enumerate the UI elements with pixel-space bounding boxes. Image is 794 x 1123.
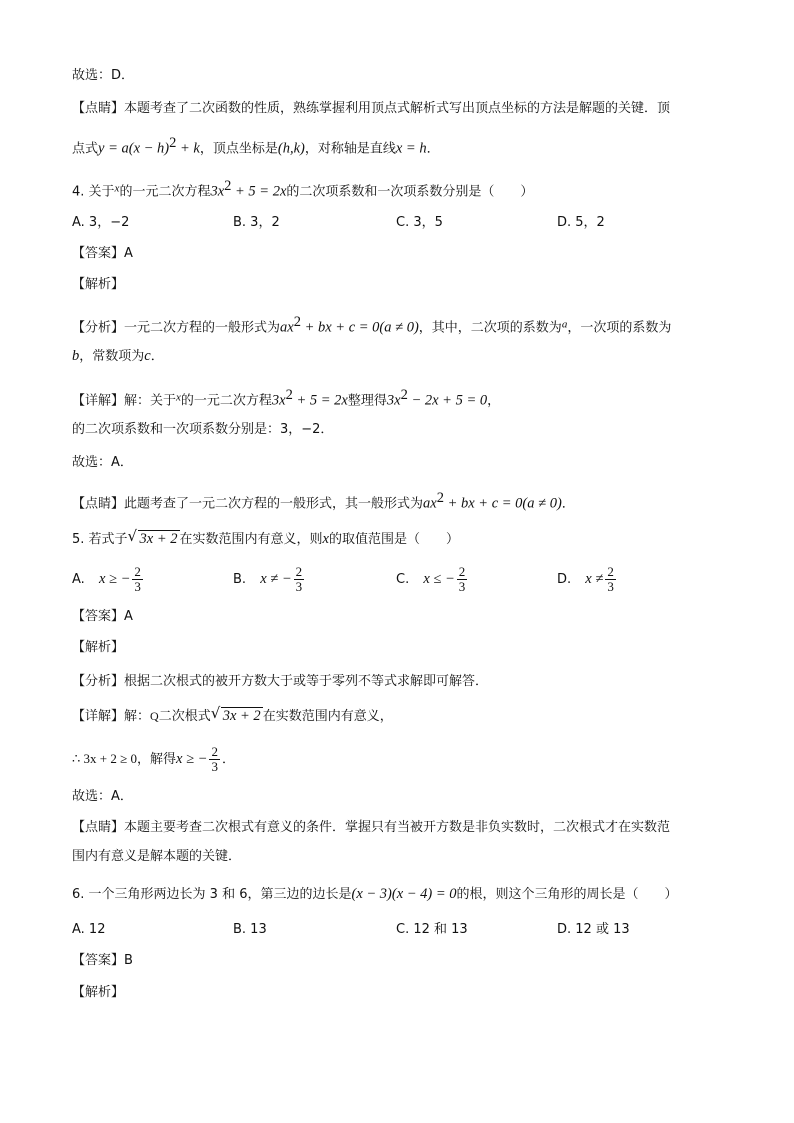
question-6 xyxy=(72,885,678,904)
text: 整理得 xyxy=(347,393,387,409)
q5-comment xyxy=(72,819,670,837)
denominator: 3 xyxy=(295,579,303,594)
superscript: 2 xyxy=(293,314,301,330)
q4-analysis-line2 xyxy=(72,347,164,366)
formula: (x − 3)(x − 4) = 0 xyxy=(351,886,457,902)
fraction xyxy=(294,565,305,594)
text: 二次根式 xyxy=(158,709,211,724)
q4-choice xyxy=(72,454,133,472)
q5-option-d xyxy=(557,565,618,594)
text: 【分析】根据二次根式的被开方数大于或等于零列不等式求解即可解答． xyxy=(72,674,489,689)
q5-detail-line2 xyxy=(72,745,235,774)
fraction xyxy=(457,565,468,594)
text: D. xyxy=(557,572,572,587)
q6-option-d: D. 12 或 13 xyxy=(557,922,630,937)
comment-text: 【点睛】本题考查了二次函数的性质，熟练掌握利用顶点式解析式写出顶点坐标的方法是解题的关键．顶 xyxy=(72,101,671,116)
text: ． xyxy=(561,496,575,512)
text: 【分析】一元二次方程的一般形式为 xyxy=(72,320,281,336)
fraction xyxy=(605,565,616,594)
formula: a xyxy=(561,318,568,331)
formula: ax xyxy=(423,495,437,512)
text: ． xyxy=(221,752,235,767)
formula: (h,k) xyxy=(277,140,305,157)
formula: + k xyxy=(176,140,200,157)
q5-choice xyxy=(72,788,133,806)
radical-sign: √ xyxy=(127,527,138,545)
text: 的二次项系数和一次项系数分别是（ ） xyxy=(286,184,534,200)
numerator: 2 xyxy=(458,564,466,579)
text: ，对称轴是直线 xyxy=(304,141,396,157)
text: 6. 一个三角形两边长为 3 和 6，第三边的边长是 xyxy=(72,887,352,902)
text: C. xyxy=(396,572,410,587)
q4-option-b: B. 3，2 xyxy=(233,215,280,230)
q4-analysis xyxy=(72,313,671,337)
superscript: 2 xyxy=(224,178,232,194)
formula: x xyxy=(176,391,181,404)
text: 【解析】 xyxy=(72,277,125,292)
q6-option-b: B. 13 xyxy=(233,922,267,937)
text: 的一元二次方程 xyxy=(180,393,272,409)
denominator: 3 xyxy=(607,579,614,594)
text: ． xyxy=(426,141,440,157)
question-5 xyxy=(72,527,459,549)
text: 【答案】B xyxy=(72,953,133,968)
superscript: 2 xyxy=(400,387,408,403)
text: 4. 关于 xyxy=(72,184,115,200)
denominator: 3 xyxy=(458,579,466,594)
text: 【答案】A xyxy=(72,246,133,261)
text: 【解析】 xyxy=(72,640,125,655)
q5-analysis xyxy=(72,673,488,691)
formula: 3x + 2 xyxy=(222,708,261,724)
text: 故选：A． xyxy=(72,455,133,470)
formula: + bx + c = 0(a ≠ 0) xyxy=(443,495,562,512)
text: ，顶点坐标是 xyxy=(199,141,278,157)
q5-analysis-label xyxy=(72,639,124,657)
text: 的一元二次方程 xyxy=(119,184,211,200)
formula: 3x xyxy=(271,392,286,409)
superscript: 2 xyxy=(169,135,177,151)
formula: − 2x + 5 = 0 xyxy=(407,392,488,409)
radical-sign: √ xyxy=(210,704,221,722)
comment-paragraph-prev xyxy=(72,100,670,118)
text: 【答案】A xyxy=(72,609,133,624)
numerator: 2 xyxy=(134,564,141,579)
q5-answer xyxy=(72,608,133,626)
text: 的取值范围是（ ） xyxy=(328,532,459,547)
q5-comment-line2 xyxy=(72,848,241,866)
text: 【详解】解： xyxy=(72,709,151,724)
q4-answer xyxy=(72,245,133,263)
q4-analysis-label xyxy=(72,276,124,294)
fraction xyxy=(132,565,143,594)
q6-analysis-label xyxy=(72,984,124,1002)
formula: x ≠ − xyxy=(260,571,292,587)
text: 在实数范围内有意义， xyxy=(262,709,393,724)
sqrt-expression xyxy=(210,704,263,726)
formula: ax xyxy=(280,319,294,336)
text: 的二次项系数和一次项系数分别是：3，−2． xyxy=(72,422,334,437)
numerator: 2 xyxy=(607,564,614,579)
q4-comment xyxy=(72,489,575,513)
superscript: 2 xyxy=(285,387,293,403)
text: ，常数项为 xyxy=(79,349,145,364)
text: ，解得 xyxy=(137,752,177,767)
q4-option-d: D. 5，2 xyxy=(557,215,605,230)
text: 故选：A． xyxy=(72,789,133,804)
formula: x xyxy=(322,531,329,547)
text: 点式 xyxy=(72,141,99,157)
numerator: 2 xyxy=(295,564,303,579)
fraction xyxy=(209,745,220,774)
text: 【点睛】此题考查了一元二次方程的一般形式，其一般形式为 xyxy=(72,496,424,512)
formula: + 5 = 2x xyxy=(292,392,348,409)
denominator: 3 xyxy=(211,759,218,774)
formula: + bx + c = 0(a ≠ 0) xyxy=(300,319,419,336)
text: ， xyxy=(487,393,501,409)
q6-option-c: C. 12 和 13 xyxy=(396,922,468,937)
q4-option-c: C. 3，5 xyxy=(396,215,443,230)
formula: ∴ 3x + 2 ≥ 0 xyxy=(72,751,137,766)
formula: c xyxy=(144,348,151,364)
formula: x ≠ xyxy=(585,571,604,587)
because-symbol: Q xyxy=(150,709,159,723)
formula: x ≥ − xyxy=(176,751,208,767)
text: 5. 若式子 xyxy=(72,532,128,547)
superscript: 2 xyxy=(436,490,444,506)
text: 在实数范围内有意义，则 xyxy=(179,532,323,547)
q5-option-a xyxy=(72,565,145,594)
q6-option-a: A. 12 xyxy=(72,922,106,937)
text: ，一次项的系数为 xyxy=(567,320,672,336)
text: ，其中，二次项的系数为 xyxy=(418,320,562,336)
choice-text: 故选：D． xyxy=(72,68,135,83)
q6-answer xyxy=(72,952,133,970)
formula: x = h xyxy=(395,140,427,157)
text: 【详解】解：关于 xyxy=(72,393,177,409)
text: B. xyxy=(233,572,247,587)
question-4 xyxy=(72,177,533,201)
numerator: 2 xyxy=(211,744,218,759)
formula: + 5 = 2x xyxy=(231,183,287,200)
q4-option-a: A. 3，−2 xyxy=(72,215,130,230)
q5-detail xyxy=(72,704,393,726)
denominator: 3 xyxy=(134,579,141,594)
formula: 3x xyxy=(210,183,225,200)
q5-option-c xyxy=(396,565,469,594)
sqrt-expression xyxy=(127,527,180,549)
formula: x ≥ − xyxy=(98,571,131,587)
text: A. xyxy=(72,572,85,587)
formula: x ≤ − xyxy=(423,571,455,587)
text: 【点睛】本题主要考查二次根式有意义的条件．掌握只有当被开方数是非负实数时，二次根式才在实数范 xyxy=(72,820,671,835)
formula: 3x + 2 xyxy=(139,531,178,547)
text: 围内有意义是解本题的关键． xyxy=(72,849,242,864)
comment-paragraph-prev-line2 xyxy=(72,134,440,158)
q4-detail-line2 xyxy=(72,421,333,439)
q4-detail xyxy=(72,386,500,410)
q5-option-b xyxy=(233,565,306,594)
answer-choice-prev xyxy=(72,67,134,85)
text: 【解析】 xyxy=(72,985,125,1000)
formula: y = a(x − h) xyxy=(98,140,170,157)
text: 的根，则这个三角形的周长是（ ） xyxy=(456,887,678,902)
text: ． xyxy=(150,349,164,364)
formula: 3x xyxy=(386,392,401,409)
formula: b xyxy=(72,348,80,364)
formula: x xyxy=(114,182,120,195)
